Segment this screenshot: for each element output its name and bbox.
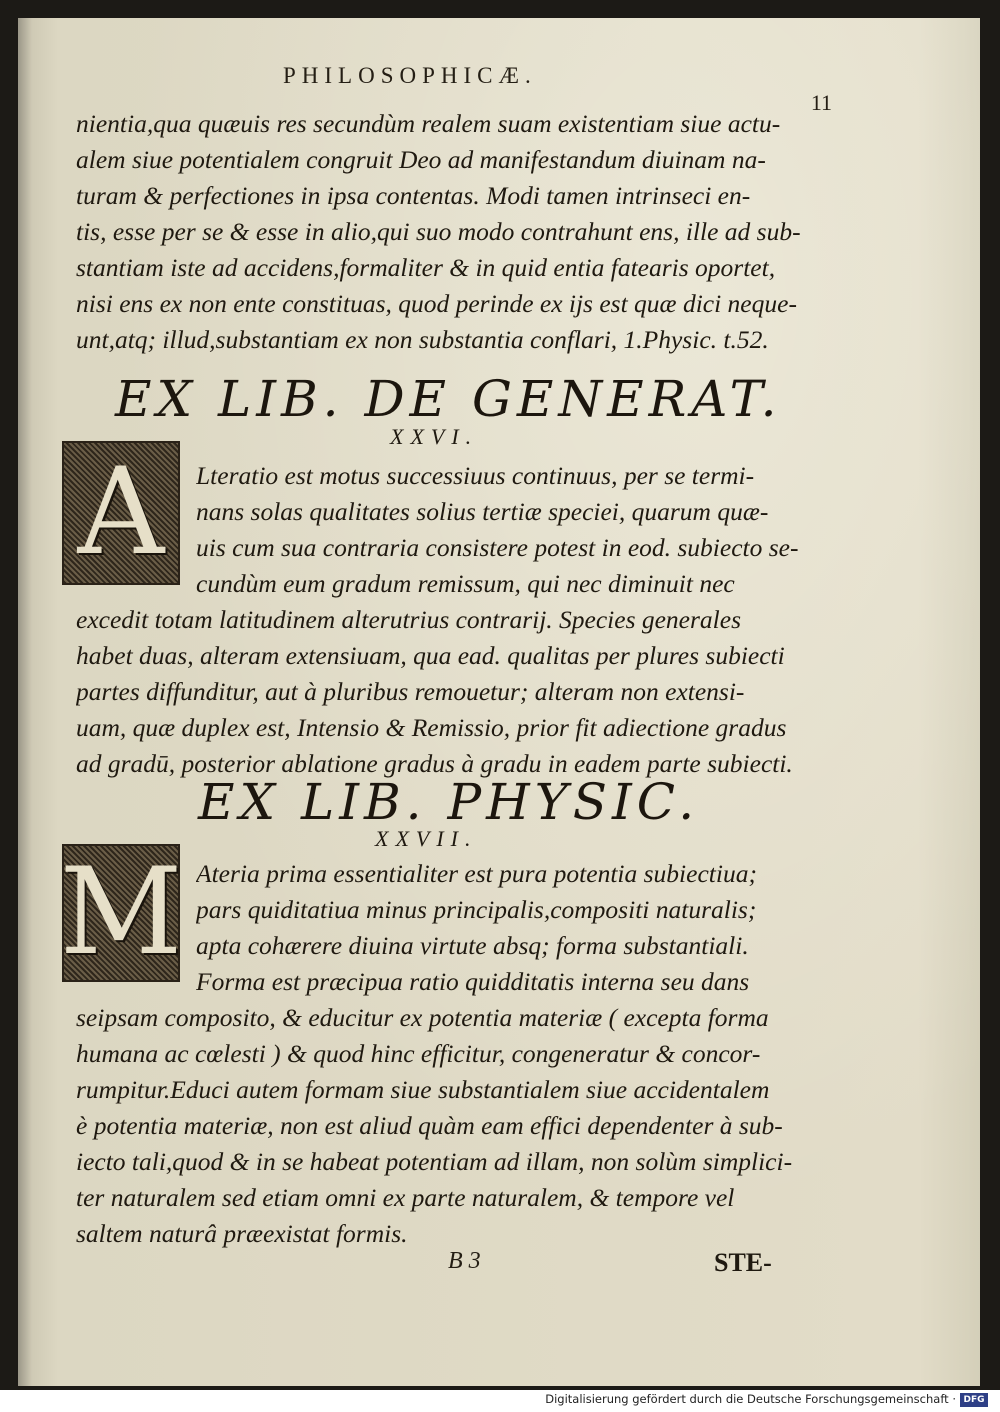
text-line: saltem naturâ præexistat formis. (76, 1219, 408, 1248)
text-line: è potentia materiæ, non est aliud quàm eam effici dependenter à sub- (76, 1111, 783, 1140)
section-title: EX LIB. PHYSIC. (198, 773, 700, 831)
text-line: pars quiditatiua minus principalis,compositi naturalis; (196, 895, 757, 924)
signature-mark: B 3 (448, 1248, 481, 1274)
initial-letter: A (77, 443, 165, 582)
catchword: STE- (714, 1248, 772, 1277)
text-line: rumpitur.Educi autem formam siue substantialem siue accidentalem (76, 1075, 770, 1104)
text-line: unt,atq; illud,substantiam ex non substantia conflari, 1.Physic. t.52. (76, 325, 769, 354)
text-line: habet duas, alteram extensiuam, qua ead. qualitas per plures subiecti (76, 641, 785, 670)
section-number: XXVII. (375, 826, 478, 851)
text-line: cundùm eum gradum remissum, qui nec diminuit nec (196, 569, 735, 598)
text-line: apta cohærere diuina virtute absq; forma substantiali. (196, 931, 749, 960)
text-line: ter naturalem sed etiam omni ex parte naturalem, & tempore vel (76, 1183, 735, 1212)
text-line: excedit totam latitudinem alterutrius contrarij. Species generales (76, 605, 742, 634)
page-number: 11 (810, 90, 832, 115)
running-head: PHILOSOPHICÆ. (283, 63, 537, 88)
section-1-indented-lines (196, 458, 822, 602)
text-line: Ateria prima essentialiter est pura potentia subiectiua; (196, 859, 757, 888)
section-number: XXVI. (390, 424, 479, 449)
text-line: ad gradū, posterior ablatione gradus à gradu in eadem parte subiecti. (76, 749, 793, 778)
intro-paragraph (76, 106, 822, 358)
section-2-body (76, 1000, 822, 1252)
text-line: stantiam iste ad accidens,formaliter & in quid entia fatearis oportet, (76, 253, 776, 282)
text-line: seipsam composito, & educitur ex potentia materiæ ( excepta forma (76, 1003, 769, 1032)
decorated-initial (59, 843, 183, 982)
text-line: nans solas qualitates solius tertiæ speciei, quarum quæ- (196, 497, 769, 526)
section-2-indented-lines (196, 856, 822, 1000)
attribution-bar (0, 1390, 1000, 1412)
section-title: EX LIB. DE GENERAT. (115, 370, 782, 428)
book-page (18, 18, 980, 1386)
text-line: Forma est præcipua ratio quidditatis interna seu dans (196, 967, 750, 996)
text-line: humana ac cœlesti ) & quod hinc efficitur, congeneratur & concor- (76, 1039, 761, 1068)
text-line: uis cum sua contraria consistere potest in eod. subiecto se- (196, 533, 799, 562)
text-line: alem siue potentialem congruit Deo ad manifestandum diuinam na- (76, 145, 766, 174)
text-line: nisi ens ex non ente constituas, quod perinde ex ijs est quæ dici neque- (76, 289, 797, 318)
text-line: turam & perfectiones in ipsa contentas. Modi tamen intrinseci en- (76, 181, 751, 210)
dfg-logo: DFG (960, 1393, 988, 1407)
text-line: tis, esse per se & esse in alio,qui suo modo contrahunt ens, ille ad sub- (76, 217, 801, 246)
text-line: uam, quæ duplex est, Intensio & Remissio, prior fit adiectione gradus (76, 713, 787, 742)
attribution-text: Digitalisierung gefördert durch die Deutsche Forschungsgemeinschaft · (545, 1392, 956, 1406)
decorated-initial (62, 441, 180, 585)
text-line: nientia,qua quæuis res secundùm realem suam existentiam siue actu- (76, 109, 781, 138)
text-line: iecto tali,quod & in se habeat potentiam ad illam, non solùm simplici- (76, 1147, 793, 1176)
text-line: Lteratio est motus successiuus continuus, per se termi- (196, 461, 755, 490)
text-line: partes diffunditur, aut à pluribus remouetur; alteram non extensi- (76, 677, 745, 706)
section-1-body (76, 602, 822, 782)
initial-letter: M (59, 843, 183, 982)
